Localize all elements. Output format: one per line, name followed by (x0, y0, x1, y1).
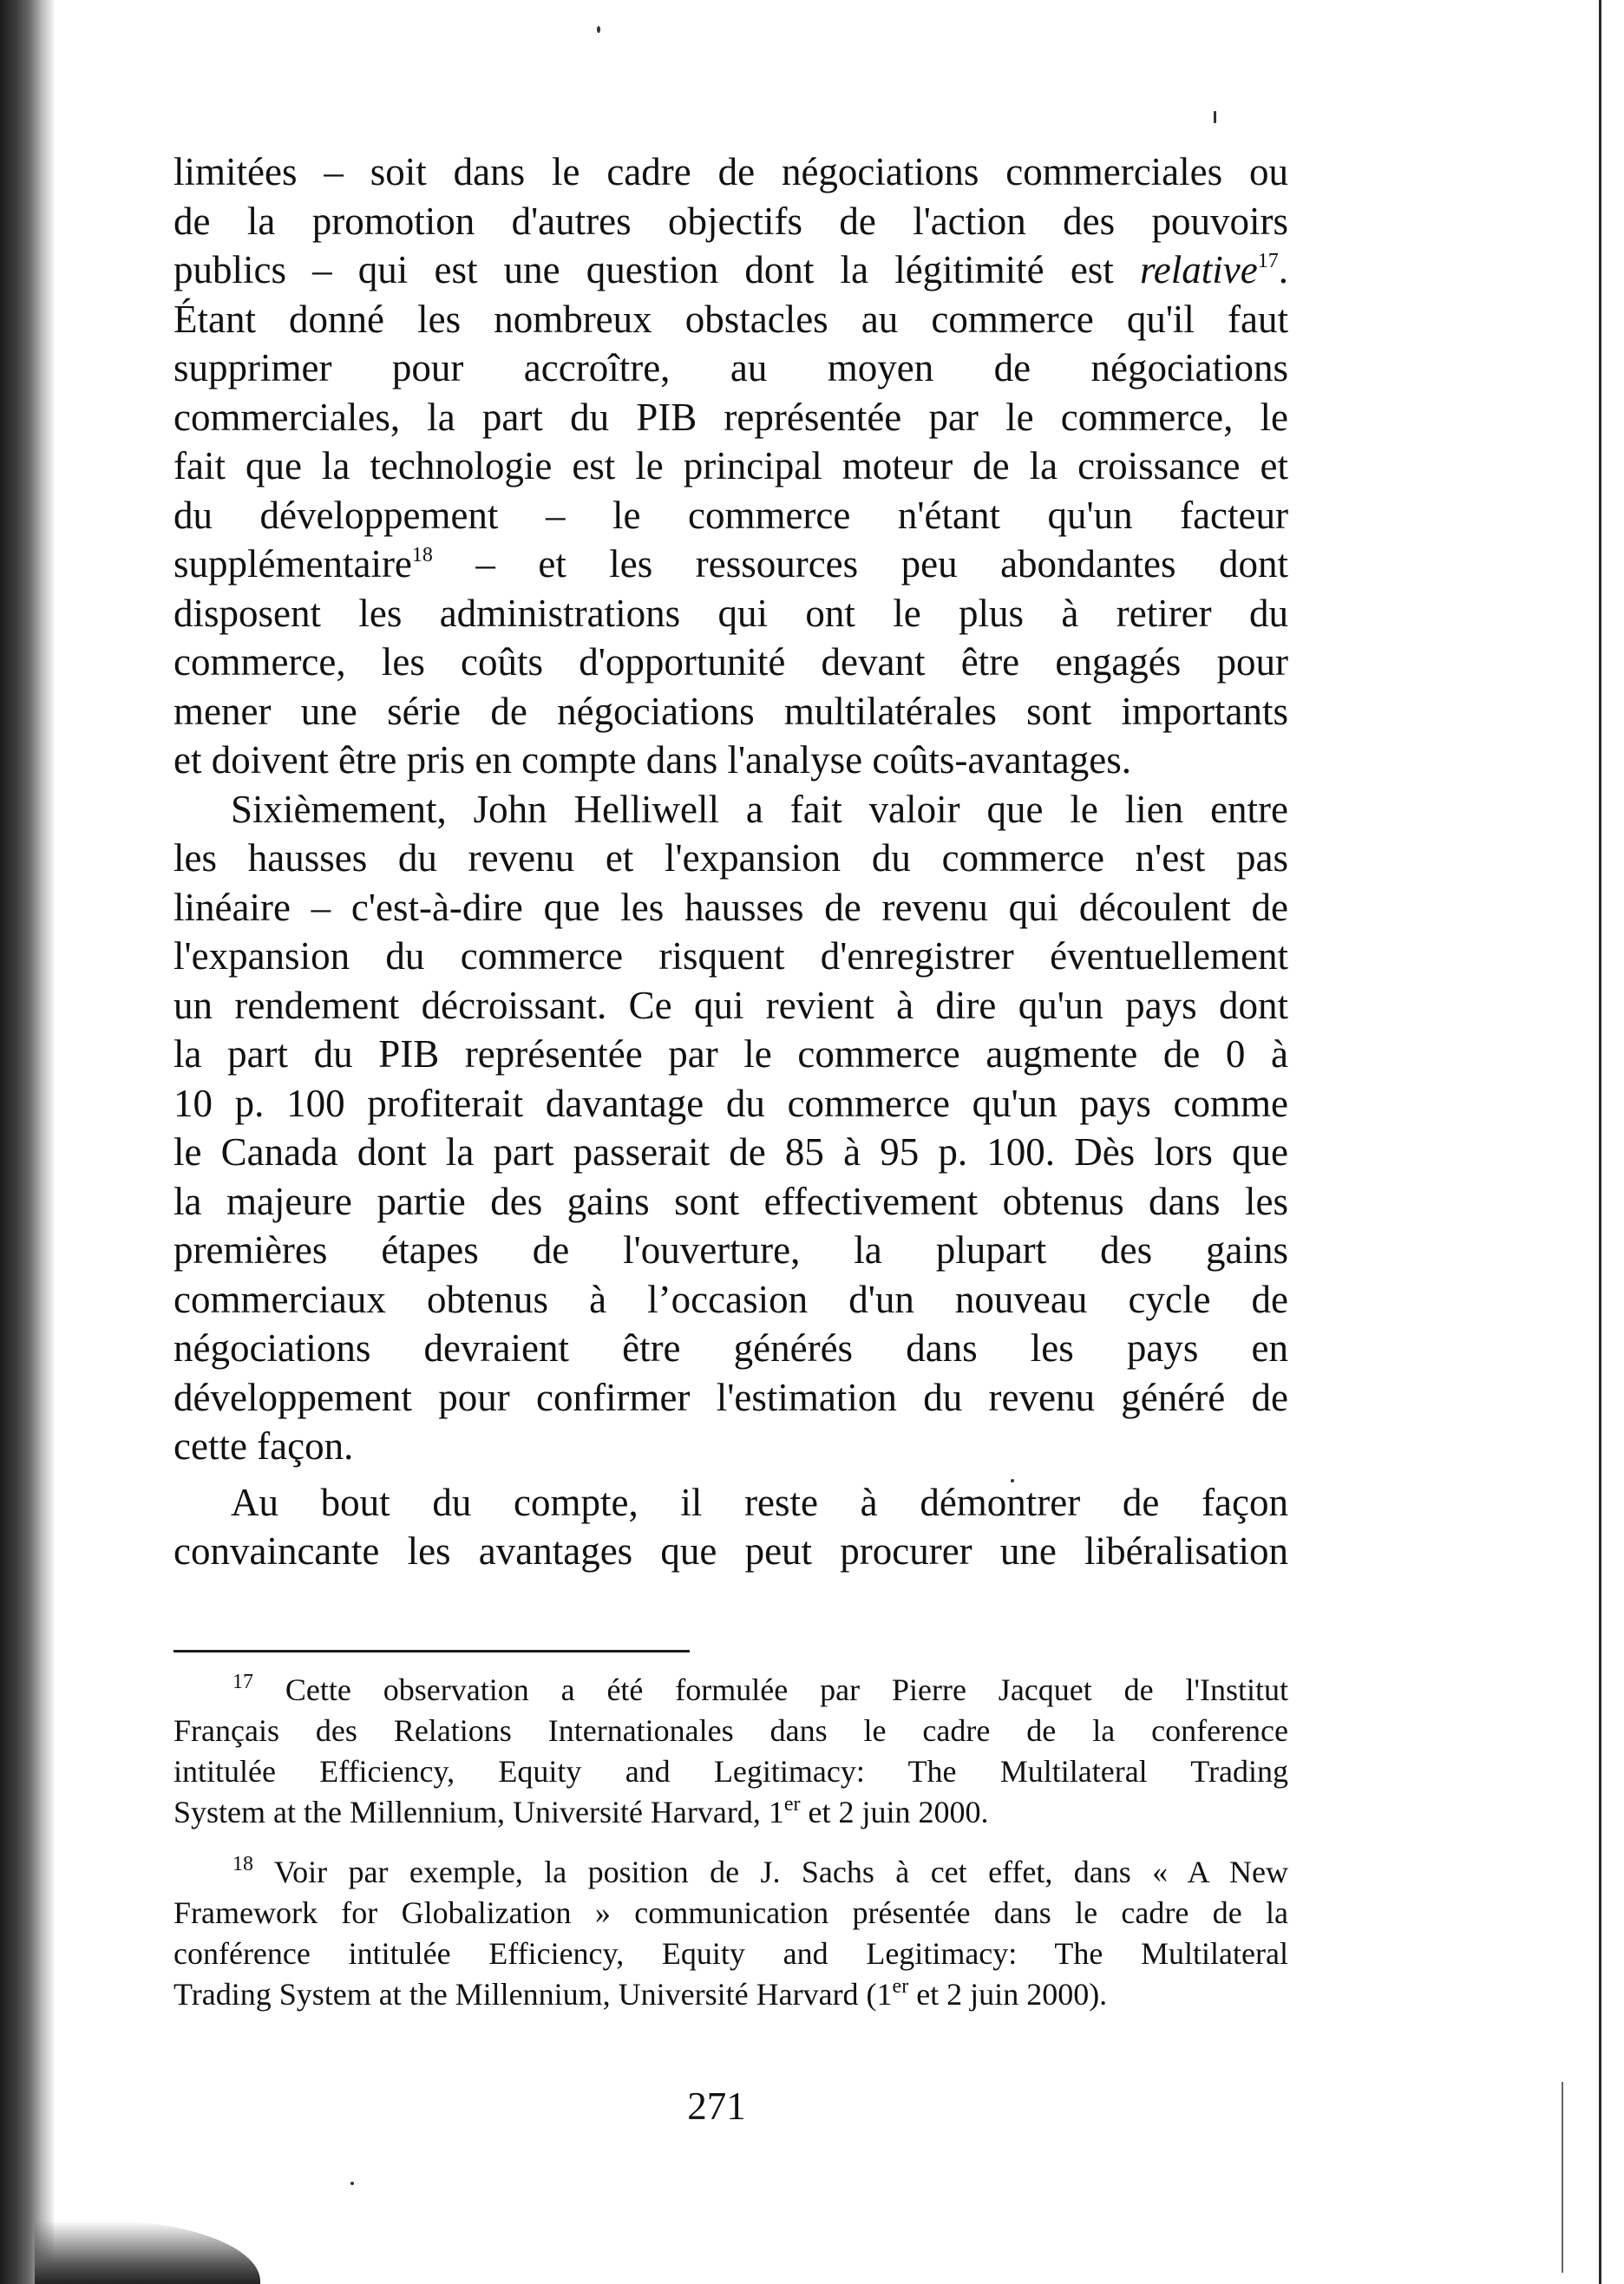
text-line: développement pour confirmer l'estimation du revenu généré de (174, 1375, 1288, 1419)
text-line: commerciales, la part du PIB représentée par le commerce, le (174, 395, 1288, 439)
text-line: les hausses du revenu et l'expansion du commerce n'est pas (174, 836, 1288, 880)
footnote-18 (174, 1852, 1288, 2015)
text-line (174, 540, 1288, 589)
text-line: linéaire – c'est-à-dire que les hausses de revenu qui découlent de (174, 885, 1288, 929)
footnote-line (174, 1852, 1288, 1893)
text-line: disposent les administrations qui ont le plus à retirer du (174, 591, 1288, 635)
ordinal-suffix: er (892, 1975, 909, 1998)
scan-edge-line (1599, 0, 1601, 2284)
text-line: fait que la technologie est le principal moteur de la croissance et (174, 444, 1288, 488)
italic-word: relative (1139, 248, 1258, 291)
page-binding-edge (0, 0, 54, 2284)
scan-edge-line-secondary (1562, 2082, 1563, 2273)
text-line: commerciaux obtenus à l’occasion d'un nouveau cycle de (174, 1277, 1288, 1321)
text-segment: publics – qui est une question dont la légitimité est (174, 248, 1140, 291)
scan-speck (1214, 111, 1216, 123)
footnote-line (174, 1792, 1288, 1833)
text-line: la majeure partie des gains sont effectivement obtenus dans les (174, 1179, 1288, 1223)
footnote-line: Framework for Globalization » communication présentée dans le cadre de la (174, 1895, 1288, 1930)
text-segment: System at the Millennium, Université Harvard, 1 (174, 1795, 784, 1829)
text-segment: supplémentaire (174, 542, 412, 586)
footnote-ref-18[interactable]: 18 (411, 544, 433, 566)
text-line: le Canada dont la part passerait de 85 à 95 p. 100. Dès lors que (174, 1130, 1288, 1174)
text-segment: Trading System at the Millennium, Université Harvard (1 (174, 1977, 893, 2012)
text-segment: – et les ressources peu abondantes dont (432, 542, 1288, 586)
text-segment: et 2 juin 2000. (800, 1795, 989, 1829)
scan-speck (597, 26, 600, 33)
text-segment: Cette observation a été formulée par Pierre Jacquet de l'Institut (285, 1672, 1289, 1707)
footnote-line (174, 1670, 1288, 1711)
text-line: Au bout du compte, il reste à démontrer de façon (231, 1480, 1288, 1524)
text-line: la part du PIB représentée par le commerce augmente de 0 à (174, 1032, 1288, 1076)
text-line: Étant donné les nombreux obstacles au commerce qu'il faut (174, 297, 1288, 341)
footnotes (174, 1670, 1288, 2034)
text-line (174, 245, 1288, 295)
footnote-ref-17[interactable]: 17 (1257, 250, 1279, 272)
page-corner-shadow (35, 2221, 260, 2284)
text-line: supprimer pour accroître, au moyen de négociations (174, 346, 1288, 389)
text-line: commerce, les coûts d'opportunité devant être engagés pour (174, 640, 1288, 684)
text-line: et doivent être pris en compte dans l'analyse coûts-avantages. (174, 738, 1131, 782)
scan-speck (350, 2182, 354, 2185)
text-segment: et 2 juin 2000). (908, 1977, 1108, 2012)
footnote-separator (174, 1650, 690, 1652)
text-segment: . (1278, 248, 1288, 291)
text-line: cette façon. (174, 1424, 354, 1468)
footnote-number: 18 (232, 1853, 253, 1875)
text-line: 10 p. 100 profiterait davantage du commerce qu'un pays comme (174, 1081, 1288, 1125)
text-line: du développement – le commerce n'étant qu'un facteur (174, 493, 1288, 537)
paragraph-2 (174, 785, 1288, 1471)
text-line: l'expansion du commerce risquent d'enregistrer éventuellement (174, 934, 1288, 978)
ordinal-suffix: er (783, 1793, 801, 1816)
footnote-line (174, 1974, 1288, 2015)
text-line: limitées – soit dans le cadre de négociations commerciales ou (174, 150, 1288, 193)
text-line: un rendement décroissant. Ce qui revient à dire qu'un pays dont (174, 983, 1288, 1027)
footnote-number: 17 (232, 1671, 253, 1693)
footnote-line: Français des Relations Internationales dans le cadre de la conference (174, 1713, 1288, 1748)
footnote-line: intitulée Efficiency, Equity and Legitimacy: The Multilateral Trading (174, 1754, 1288, 1789)
text-line: négociations devraient être générés dans les pays en (174, 1326, 1288, 1370)
text-line: convaincante les avantages que peut procurer une libéralisation (174, 1529, 1288, 1573)
text-segment: Voir par exemple, la position de J. Sachs à cet effet, dans « A New (273, 1855, 1288, 1889)
text-line: mener une série de négociations multilatérales sont importants (174, 689, 1288, 733)
paragraph-3 (174, 1478, 1288, 1576)
text-line: Sixièmement, John Helliwell a fait valoir que le lien entre (231, 787, 1288, 831)
main-text (174, 147, 1288, 1576)
page-number: 271 (687, 2084, 746, 2128)
paragraph-1 (174, 147, 1288, 785)
footnote-17 (174, 1670, 1288, 1833)
text-line: de la promotion d'autres objectifs de l'action des pouvoirs (174, 199, 1288, 243)
footnote-line: conférence intitulée Efficiency, Equity and Legitimacy: The Multilateral (174, 1936, 1288, 1971)
text-line: premières étapes de l'ouverture, la plupart des gains (174, 1228, 1288, 1272)
